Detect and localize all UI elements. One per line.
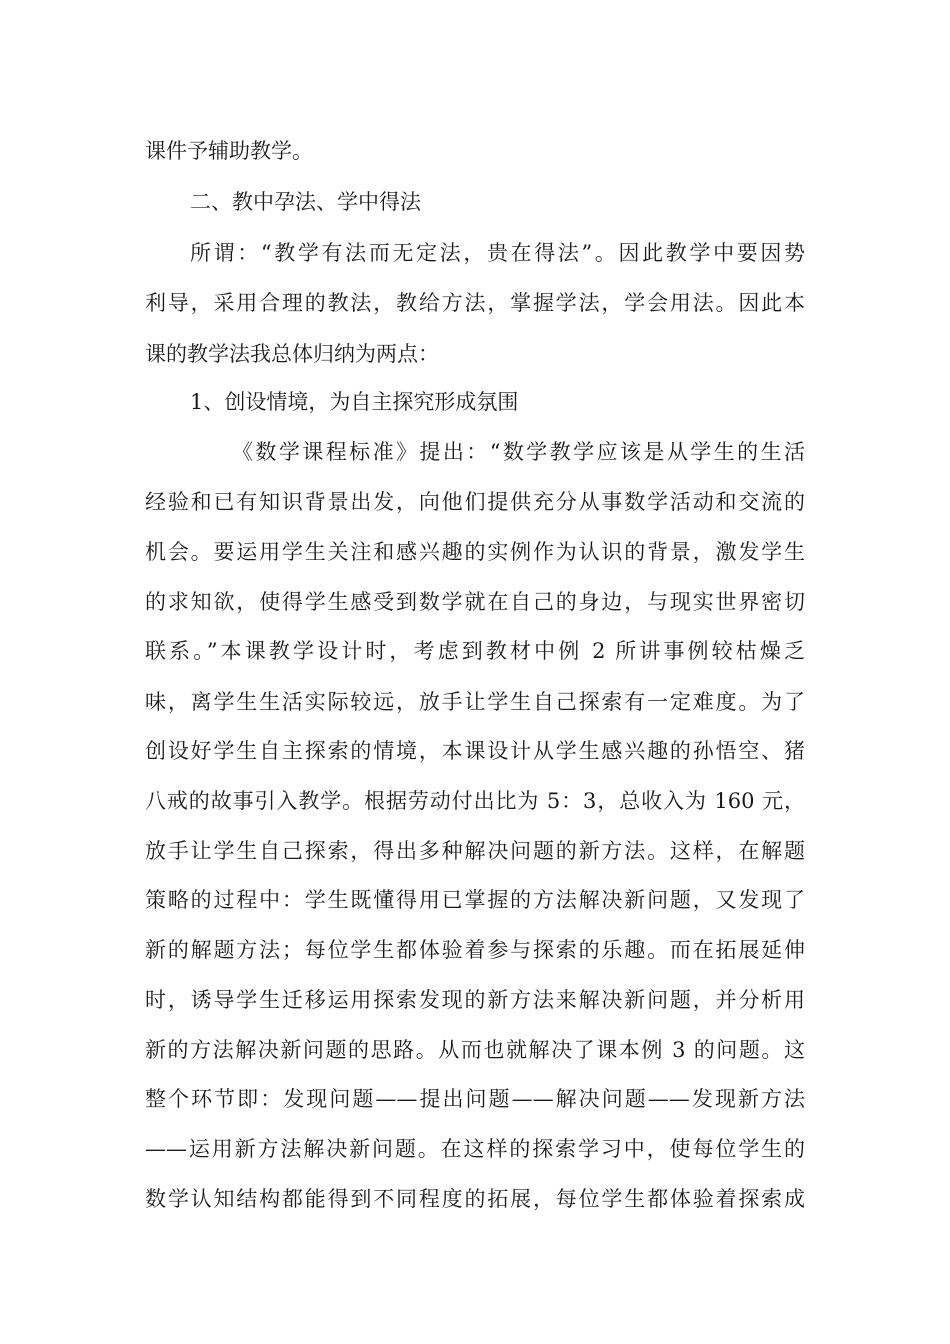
section-heading: 二、教中孕法、学中得法: [190, 190, 421, 214]
text-line-8: 经验和已有知识背景出发，向他们提供充分从事数学活动和交流的: [145, 490, 805, 514]
text-line-13: 创设好学生自主探索的情境，本课设计从学生感兴趣的孙悟空、猪: [145, 739, 805, 763]
subsection-heading: 1、创设情境，为自主探究形成氛围: [190, 390, 519, 414]
text-line-14: 八戒的故事引入教学。根据劳动付出比为 5：3，总收入为 160 元，: [145, 789, 805, 813]
text-line-15: 放手让学生自己探索，得出多种解决问题的新方法。这样，在解题: [145, 839, 805, 863]
text-line-4: 利导，采用合理的教法，教给方法，掌握学法，学会用法。因此本: [145, 291, 805, 315]
text-line-22: 数学认知结构都能得到不同程度的拓展，每位学生都体验着探索成: [145, 1187, 805, 1211]
text-line-5: 课的教学法我总体归纳为两点：: [145, 342, 439, 366]
text-line-3: 所谓：“教学有法而无定法，贵在得法”。因此教学中要因势: [190, 241, 805, 265]
text-line-16: 策略的过程中：学生既懂得用已掌握的方法解决新问题，又发现了: [145, 888, 805, 912]
text-line-18: 时，诱导学生迁移运用探索发现的新方法来解决新问题，并分析用: [145, 988, 805, 1012]
text-line-12: 味，离学生生活实际较远，放手让学生自己探索有一定难度。为了: [145, 690, 805, 714]
text-line-19: 新的方法解决新问题的思路。从而也就解决了课本例 3 的问题。这: [145, 1038, 805, 1062]
text-line-10: 的求知欲，使得学生感受到数学就在自己的身边，与现实世界密切: [145, 590, 805, 614]
text-line-17: 新的解题方法；每位学生都体验着参与探索的乐趣。而在拓展延伸: [145, 938, 805, 962]
text-line-21: ——运用新方法解决新问题。在这样的探索学习中，使每位学生的: [145, 1137, 805, 1161]
text-line-7: 《数学课程标准》提出：“数学教学应该是从学生的生活: [232, 440, 805, 464]
text-line-20: 整个环节即：发现问题——提出问题——解决问题——发现新方法: [145, 1087, 805, 1111]
text-line-9: 机会。要运用学生关注和感兴趣的实例作为认识的背景，激发学生: [145, 540, 805, 564]
text-line-11: 联系。”本课教学设计时，考虑到教材中例 2 所讲事例较枯燥乏: [145, 639, 805, 663]
text-line-1: 课件予辅助教学。: [145, 139, 313, 163]
